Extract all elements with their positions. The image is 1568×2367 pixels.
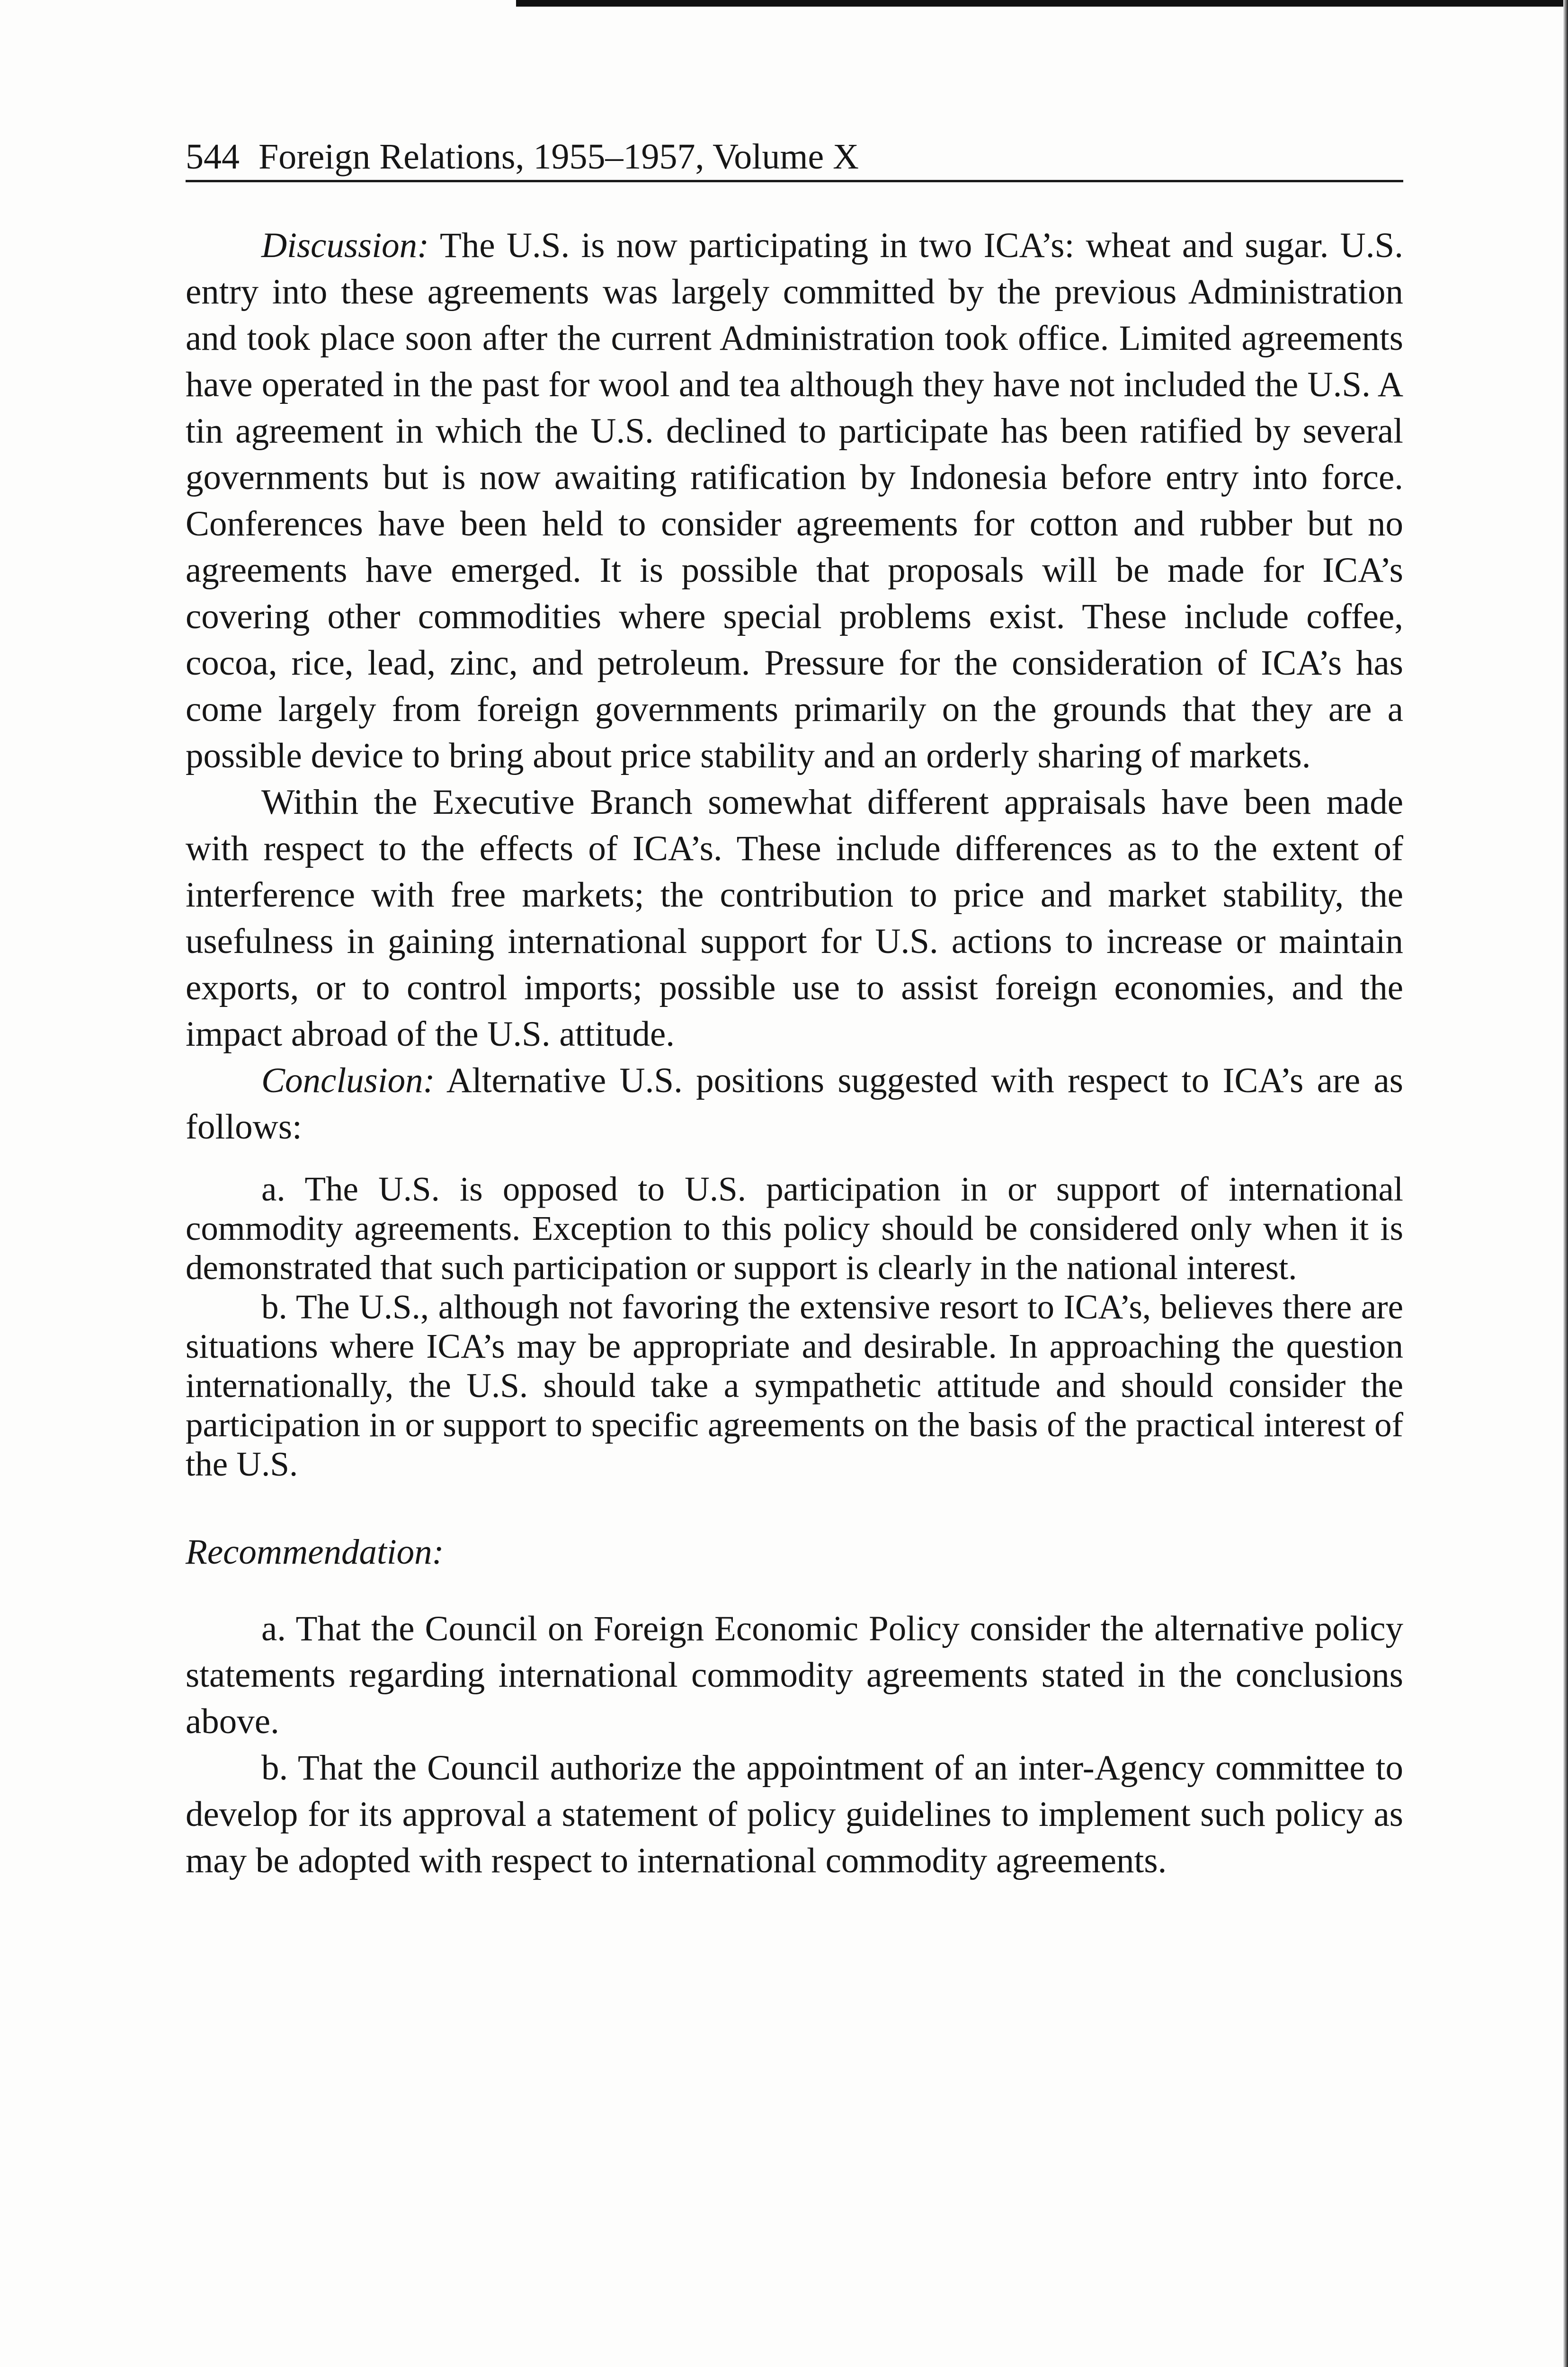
conclusion-paragraph: [186, 1058, 1403, 1150]
recommendation-heading: Recommendation:: [186, 1532, 444, 1572]
running-title: Foreign Relations, 1955–1957, Volume X: [258, 137, 859, 177]
page-number: 544: [186, 137, 240, 177]
discussion-text: The U.S. is now participating in two ICA’s: wheat and sugar. U.S. entry into these agreements was largely committed by the previous Administration and took place soon after the current Administration took office. Limited agreements have operated in the past for wool and tea although they have not included the U.S. A tin agreement in which the U.S. declined to participate has been ratified by several governments but is now awaiting ratification by Indonesia before entry into force. Conferences have been held to consider agreements for cotton and rubber but no agreements have emerged. It is possible that proposals will be made for ICA’s covering other commodities where special problems exist. These include coffee, cocoa, rice, lead, zinc, and petroleum. Pressure for the consideration of ICA’s has come largely from foreign governments primarily on the grounds that they are a possible device to bring about price stability and an orderly sharing of markets.: [186, 226, 1403, 775]
body-text: [186, 222, 1403, 1884]
executive-branch-paragraph: Within the Executive Branch somewhat different appraisals have been made with respect to the effects of ICA’s. These include differences as to the extent of interference with free markets; the contribution to price and market stability, the usefulness in gaining international support for U.S. actions to increase or maintain exports, or to control imports; possible use to assist foreign economies, and the impact abroad of the U.S. attitude.: [186, 783, 1403, 1054]
discussion-lead: Discussion:: [261, 226, 429, 265]
scan-edge-right: [1563, 0, 1568, 2367]
running-header: [186, 133, 1403, 182]
conclusion-item-b: b. The U.S., although not favoring the extensive resort to ICA’s, believes there are situations where ICA’s may be appropriate and desirable. In approaching the question internationally, the U.S. should take a sympathetic attitude and should consider the participation in or support to specific agreements on the basis of the practical interest of the U.S.: [186, 1288, 1403, 1483]
conclusion-item-a: a. The U.S. is opposed to U.S. participation in or support of international commodity agreements. Exception to this policy should be considered only when it is demonstrated that such participation or support is clearly in the national interest.: [186, 1170, 1403, 1287]
conclusion-lead: Conclusion:: [261, 1061, 435, 1100]
discussion-paragraph: [186, 222, 1403, 779]
conclusion-text: Alternative U.S. positions suggested with respect to ICA’s are as follows:: [186, 1061, 1403, 1147]
recommendation-item-a: a. That the Council on Foreign Economic Policy consider the alternative policy statements regarding international commodity agreements stated in the conclusions above.: [186, 1609, 1403, 1741]
scan-edge-top: [516, 0, 1568, 7]
recommendation-item-b: b. That the Council authorize the appointment of an inter-Agency committee to develop for its approval a statement of policy guidelines to implement such policy as may be adopted with respect to international commodity agreements.: [186, 1748, 1403, 1880]
